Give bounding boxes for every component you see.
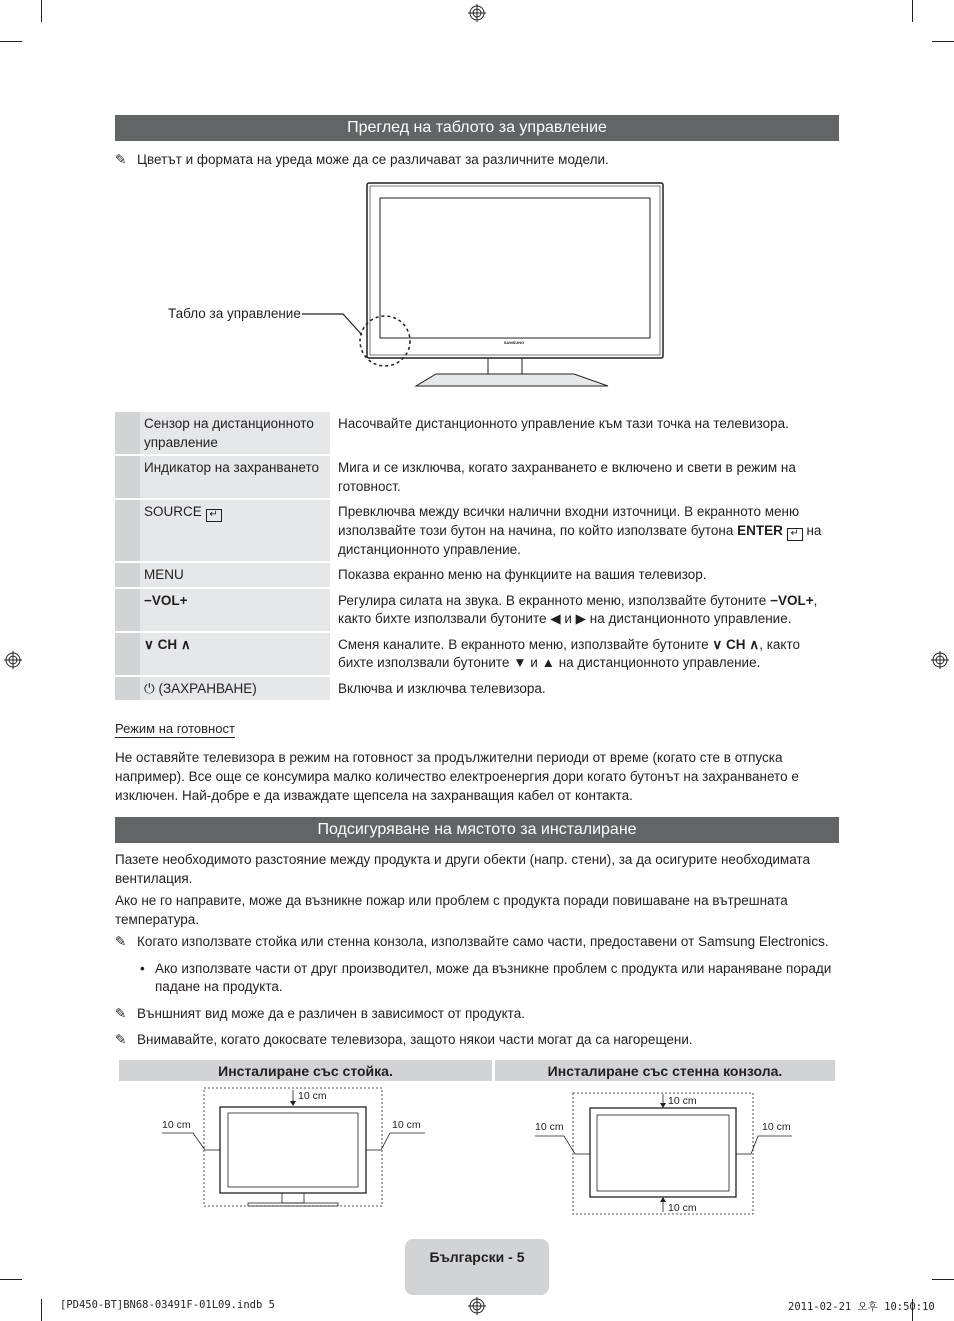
- crop-mark: [912, 0, 913, 22]
- dimension-label: 10 cm: [162, 1119, 191, 1131]
- chevron-up-icon: ∧: [749, 636, 760, 652]
- footer-file: [PD450-BT]BN68-03491F-01L09.indb 5: [60, 1299, 275, 1311]
- source-icon: ↵: [206, 509, 222, 522]
- controls-table: [115, 410, 839, 702]
- dimension-label: 10 cm: [392, 1119, 421, 1131]
- chevron-up-icon: ∧: [180, 636, 191, 652]
- control-name: Сензор на дистанционното управление: [140, 412, 330, 454]
- plus-icon: +: [805, 592, 814, 608]
- install-paragraph: Ако не го направите, може да възникне пожар или проблем с продукта поради повишаване на вътрешната температура.: [115, 893, 788, 927]
- control-desc: Включва и изключва телевизора.: [330, 677, 839, 701]
- dimension-label: 10 cm: [535, 1121, 564, 1133]
- page-label: Български - 5: [429, 1249, 525, 1265]
- install-paragraph: Пазете необходимото разстояние между продукта и други обекти (напр. стени), за да осигурите необходимата вентилация.: [115, 852, 810, 886]
- table-row: [115, 412, 839, 454]
- dimension-label: 10 cm: [668, 1202, 697, 1214]
- footer-date: 2011-02-21 오후 10:50:10: [788, 1301, 935, 1313]
- minus-icon: −: [144, 592, 152, 608]
- section-title: Подсигуряване на мястото за инсталиране: [317, 821, 637, 838]
- note-appearance: ✎ Външният вид може да е различен в зависимост от продукта.: [115, 1006, 525, 1021]
- pencil-note-icon: ✎: [115, 1032, 127, 1047]
- enter-icon: ↵: [787, 528, 803, 541]
- control-desc: Регулира силата на звука. В екранното меню, използвайте бутоните −VOL+, както бихте използвали бутоните ◀ и ▶ на дистанционното управление.: [330, 589, 839, 631]
- wall-clearance-diagram: [530, 1090, 800, 1218]
- dimension-label: 10 cm: [298, 1090, 327, 1102]
- section-header-installation: [115, 817, 839, 843]
- table-row: [115, 589, 839, 631]
- chevron-down-icon: ∨: [712, 636, 723, 652]
- crop-mark: [41, 0, 42, 22]
- control-panel-label: Табло за управление: [168, 306, 301, 321]
- brand-logo-text: SAMSUNG: [503, 340, 525, 345]
- crop-mark: [0, 41, 22, 42]
- control-name: ⏻ (ЗАХРАНВАНЕ): [140, 677, 330, 701]
- crop-mark: [0, 1279, 22, 1280]
- section-title: Преглед на таблото за управление: [347, 119, 607, 136]
- pencil-note-icon: ✎: [115, 934, 127, 949]
- standby-text: Не оставяйте телевизора в режим на готовност за продължителни периоди от време (когато сте в отпуска например). Все още се консумира малко количество електроенергия дори когато бутонът на захранването е изключен. Най-добре е да изваждате щепсела на захранващия кабел от контакта.: [115, 750, 799, 803]
- control-desc: Насочвайте дистанционното управление към тази точка на телевизора.: [330, 412, 839, 454]
- table-row: [115, 456, 839, 498]
- table-row: [115, 677, 839, 701]
- page-number-tab: [405, 1239, 549, 1295]
- stand-clearance-diagram: [150, 1085, 440, 1215]
- minus-icon: −: [770, 592, 778, 608]
- tv-front-diagram: [160, 180, 680, 390]
- chevron-down-icon: ∨: [144, 636, 154, 652]
- control-name: MENU: [140, 563, 330, 587]
- power-icon: ⏻: [144, 680, 155, 696]
- table-row: [115, 633, 839, 675]
- control-desc: Превключва между всички налични входни източници. В екранното меню използвайте този бутон на начина, по който използвате бутона ENTER ↵ на дистанционното управление.: [330, 500, 839, 561]
- dimension-label: 10 cm: [668, 1095, 697, 1107]
- registration-mark-icon: [468, 4, 486, 22]
- crop-mark: [932, 1279, 954, 1280]
- source-label: SOURCE: [144, 504, 202, 519]
- crop-mark: [932, 41, 954, 42]
- crop-mark: [41, 1299, 42, 1321]
- dimension-label: 10 cm: [762, 1121, 791, 1133]
- registration-mark-icon: [468, 1297, 486, 1315]
- control-name: −VOL+: [140, 589, 330, 631]
- stand-install-header: Инсталиране със стойка.: [119, 1060, 492, 1081]
- control-desc: Сменя каналите. В екранното меню, използвайте бутоните ∨ CH ∧, както бихте използвали бутоните ▼ и ▲ на дистанционното управление.: [330, 633, 839, 675]
- pencil-note-icon: ✎: [115, 1006, 127, 1021]
- control-name: [140, 500, 330, 561]
- standby-heading: Режим на готовност: [115, 721, 235, 736]
- table-row: [115, 500, 839, 561]
- control-desc: Мига и се изключва, когато захранването е включено и свети в режим на готовност.: [330, 456, 839, 498]
- pencil-note-icon: ✎: [115, 152, 127, 167]
- registration-mark-icon: [4, 651, 22, 669]
- control-name: Индикатор на захранването: [140, 456, 330, 498]
- note-install-parts: ✎ Когато използвате стойка или стенна конзола, използвайте само части, предоставени от Samsung Electronics.: [115, 934, 829, 949]
- note-hot-parts: ✎ Внимавайте, когато докосвате телевизора, защото някои части могат да са нагорещени.: [115, 1032, 693, 1047]
- note-color-shape: ✎ Цветът и формата на уреда може да се различават за различните модели.: [115, 152, 609, 167]
- plus-icon: +: [179, 592, 188, 608]
- wall-install-header: Инсталиране със стенна конзола.: [495, 1060, 835, 1081]
- section-header-control-panel: [115, 115, 839, 141]
- bullet-item: • Ако използвате части от друг производител, може да възникне проблем с продукта или нараняване поради падане на продукта.: [140, 961, 832, 994]
- control-desc: Показва екранно меню на функциите на вашия телевизор.: [330, 563, 839, 587]
- registration-mark-icon: [931, 651, 949, 669]
- control-name: ∨ CH ∧: [140, 633, 330, 675]
- bullet-icon: •: [140, 961, 145, 976]
- table-row: [115, 563, 839, 587]
